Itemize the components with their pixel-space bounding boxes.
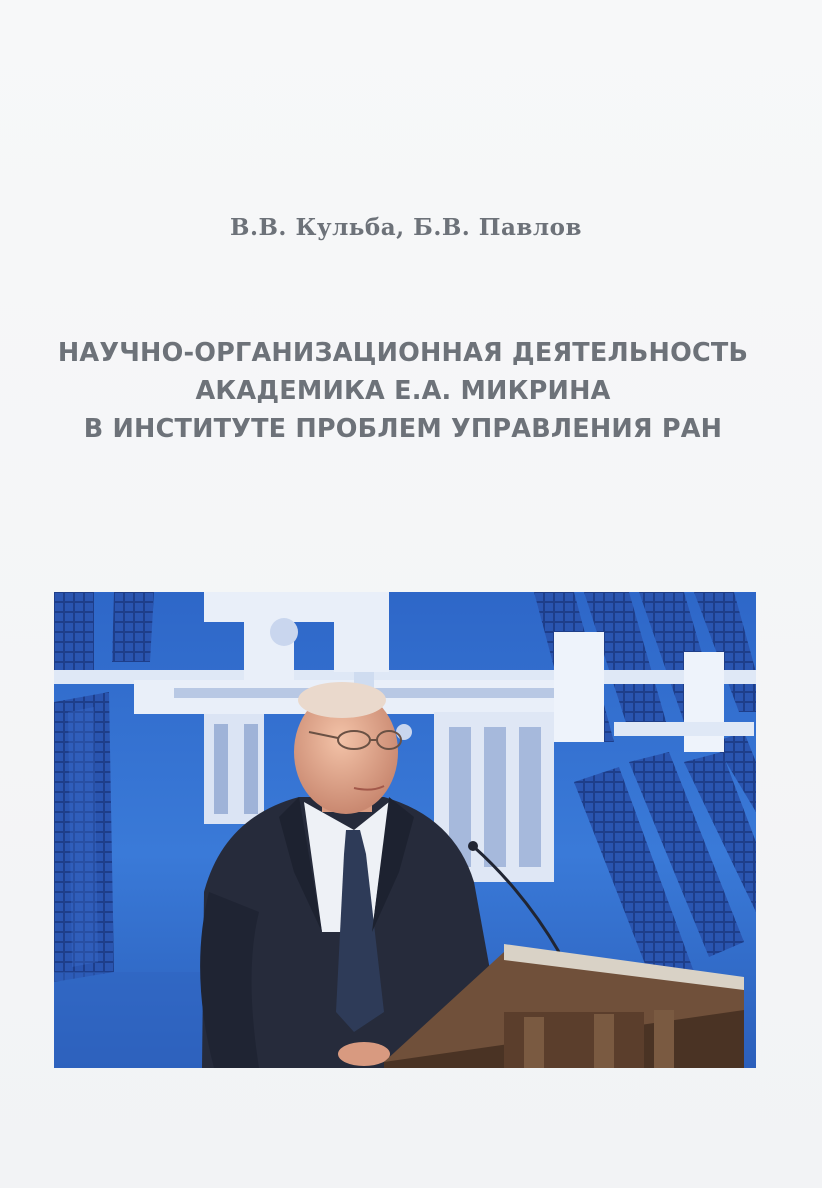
cover-photo: [54, 592, 756, 1068]
book-title: [0, 334, 806, 448]
cover-photo-illustration: [54, 592, 756, 1068]
title-line-2: АКАДЕМИКА Е.А. МИКРИНА: [195, 376, 611, 406]
authors: В.В. Кульба, Б.В. Павлов: [230, 214, 582, 241]
title-line-1: НАУЧНО-ОРГАНИЗАЦИОННАЯ ДЕЯТЕЛЬНОСТЬ: [57, 338, 749, 368]
title-line-3: В ИНСТИТУТЕ ПРОБЛЕМ УПРАВЛЕНИЯ РАН: [83, 414, 723, 444]
